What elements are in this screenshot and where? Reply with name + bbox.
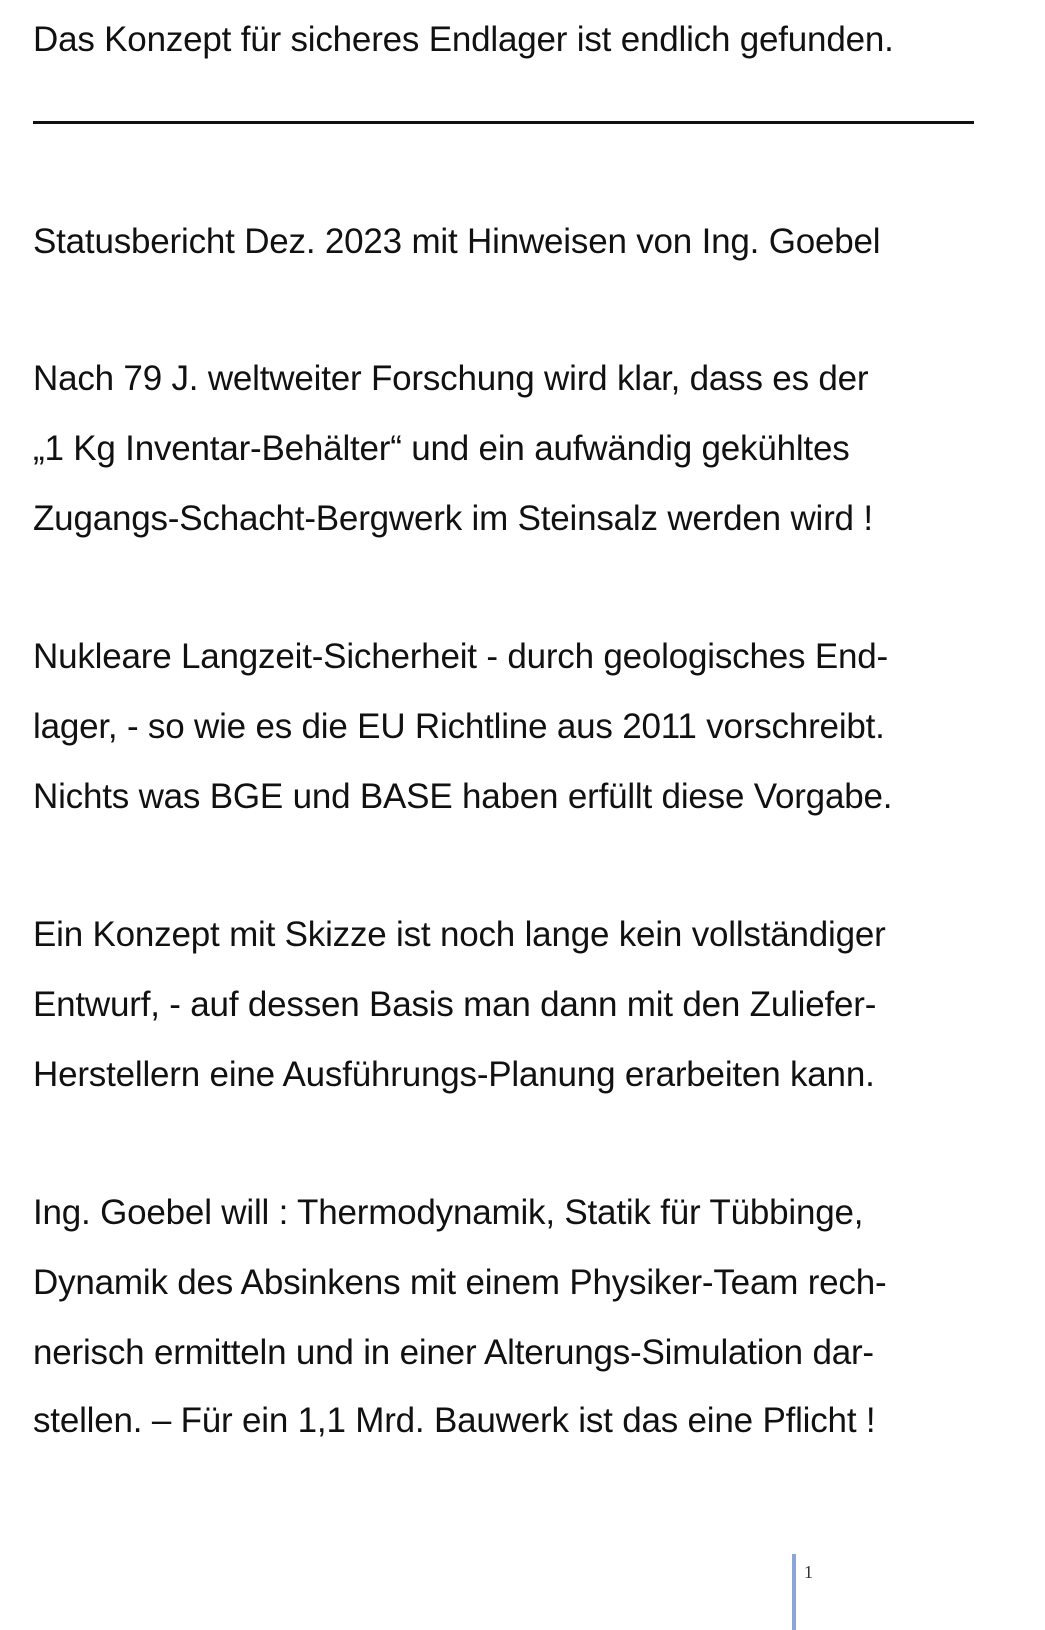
paragraph-1-line-2: „1 Kg Inventar-Behälter“ und ein aufwändig gekühltes — [33, 429, 850, 468]
paragraph-1-line-1: Nach 79 J. weltweiter Forschung wird klar, dass es der — [33, 359, 869, 398]
paragraph-3-line-3: Herstellern eine Ausführungs-Planung erarbeiten kann. — [33, 1055, 875, 1094]
paragraph-3-line-2: Entwurf, - auf dessen Basis man dann mit den Zuliefer- — [33, 985, 877, 1024]
document-title: Das Konzept für sicheres Endlager ist endlich gefunden. — [33, 20, 894, 59]
paragraph-4-line-2: Dynamik des Absinkens mit einem Physiker-Team rech- — [33, 1263, 887, 1302]
paragraph-3-line-1: Ein Konzept mit Skizze ist noch lange kein vollständiger — [33, 915, 886, 954]
page-number: 1 — [804, 1562, 813, 1582]
paragraph-4-line-3: nerisch ermitteln und in einer Alterungs-Simulation dar- — [33, 1333, 874, 1372]
paragraph-4-line-4: stellen. – Für ein 1,1 Mrd. Bauwerk ist das eine Pflicht ! — [33, 1401, 876, 1440]
paragraph-2-line-1: Nukleare Langzeit-Sicherheit - durch geologisches End- — [33, 637, 888, 676]
paragraph-4-line-1: Ing. Goebel will : Thermodynamik, Statik für Tübbinge, — [33, 1193, 864, 1232]
status-report-subtitle: Statusbericht Dez. 2023 mit Hinweisen von Ing. Goebel — [33, 222, 881, 261]
footer-page-marker-bar — [792, 1554, 796, 1630]
paragraph-1-line-3: Zugangs-Schacht-Bergwerk im Steinsalz werden wird ! — [33, 499, 873, 538]
paragraph-2-line-2: lager, - so wie es die EU Richtline aus 2011 vorschreibt. — [33, 707, 885, 746]
title-underline-rule — [33, 121, 974, 124]
paragraph-2-line-3: Nichts was BGE und BASE haben erfüllt diese Vorgabe. — [33, 777, 893, 816]
